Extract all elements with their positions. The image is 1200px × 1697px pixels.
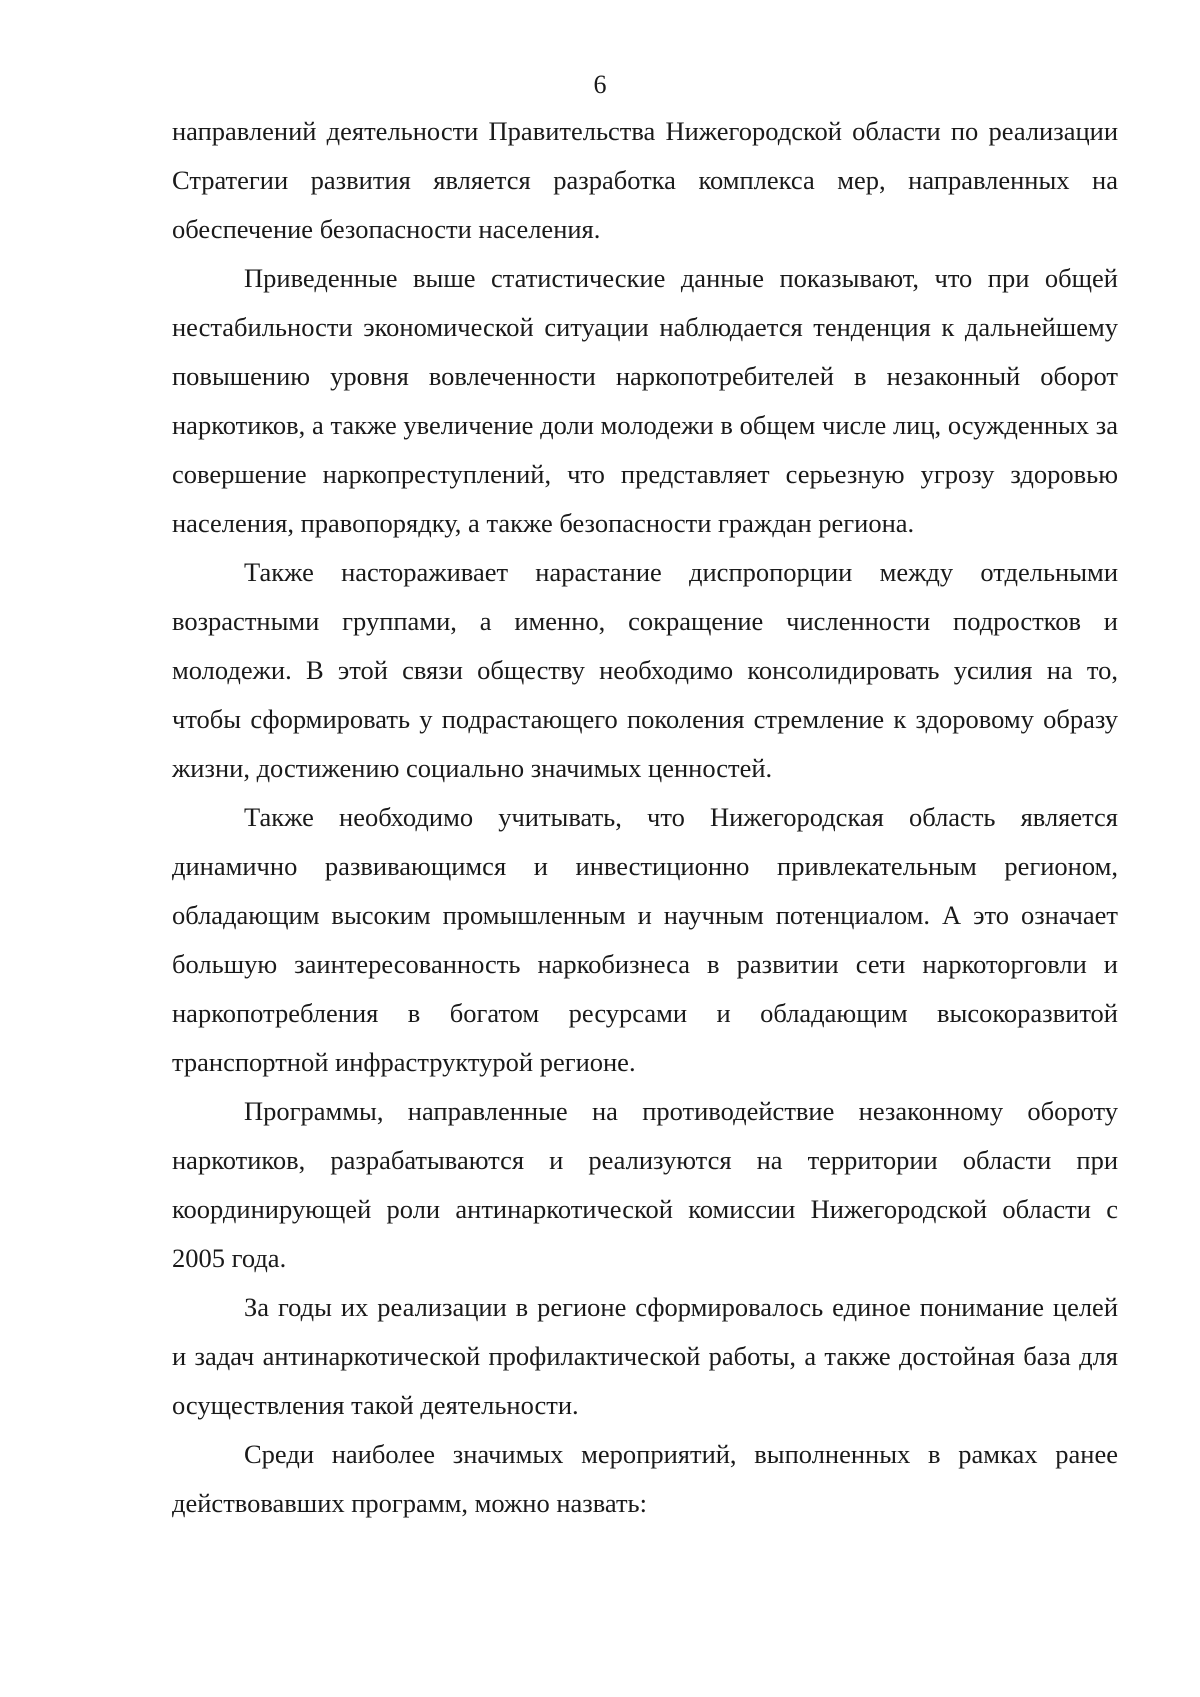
document-body	[172, 107, 1118, 1528]
paragraph-region-attractiveness: Также необходимо учитывать, что Нижегородская область является динамично развивающимся и инвестиционно привлекательным регионом, обладающим высоким промышленным и научным потенциалом. А это означает большую заинтересованность наркобизнеса в развитии сети наркоторговли и наркопотребления в богатом ресурсами и обладающим высокоразвитой транспортной инфраструктурой регионе.	[172, 802, 1118, 1077]
paragraph-age-disproportion: Также настораживает нарастание диспропорции между отдельными возрастными группами, а именно, сокращение численности подростков и молодежи. В этой связи обществу необходимо консолидировать усилия на то, чтобы сформировать у подрастающего поколения стремление к здоровому образу жизни, достижению социально значимых ценностей.	[172, 557, 1118, 783]
page-number: 6	[593, 70, 607, 99]
paragraph-statistics: Приведенные выше статистические данные показывают, что при общей нестабильности экономической ситуации наблюдается тенденция к дальнейшему повышению уровня вовлеченности наркопотребителей в незаконный оборот наркотиков, а также увеличение доли молодежи в общем числе лиц, осужденных за совершение наркопреступлений, что представляет серьезную угрозу здоровью населения, правопорядку, а также безопасности граждан региона.	[172, 263, 1118, 538]
paragraph-significant-measures: Среди наиболее значимых мероприятий, выполненных в рамках ранее действовавших программ, можно назвать:	[172, 1439, 1118, 1518]
paragraph-implementation-years: За годы их реализации в регионе сформировалось единое понимание целей и задач антинаркотической профилактической работы, а также достойная база для осуществления такой деятельности.	[172, 1292, 1118, 1420]
paragraph-continuation: направлений деятельности Правительства Нижегородской области по реализации Стратегии развития является разработка комплекса мер, направленных на обеспечение безопасности населения.	[172, 116, 1118, 244]
paragraph-programs: Программы, направленные на противодействие незаконному обороту наркотиков, разрабатываются и реализуются на территории области при координирующей роли антинаркотической комиссии Нижегородской области с 2005 года.	[172, 1096, 1118, 1273]
